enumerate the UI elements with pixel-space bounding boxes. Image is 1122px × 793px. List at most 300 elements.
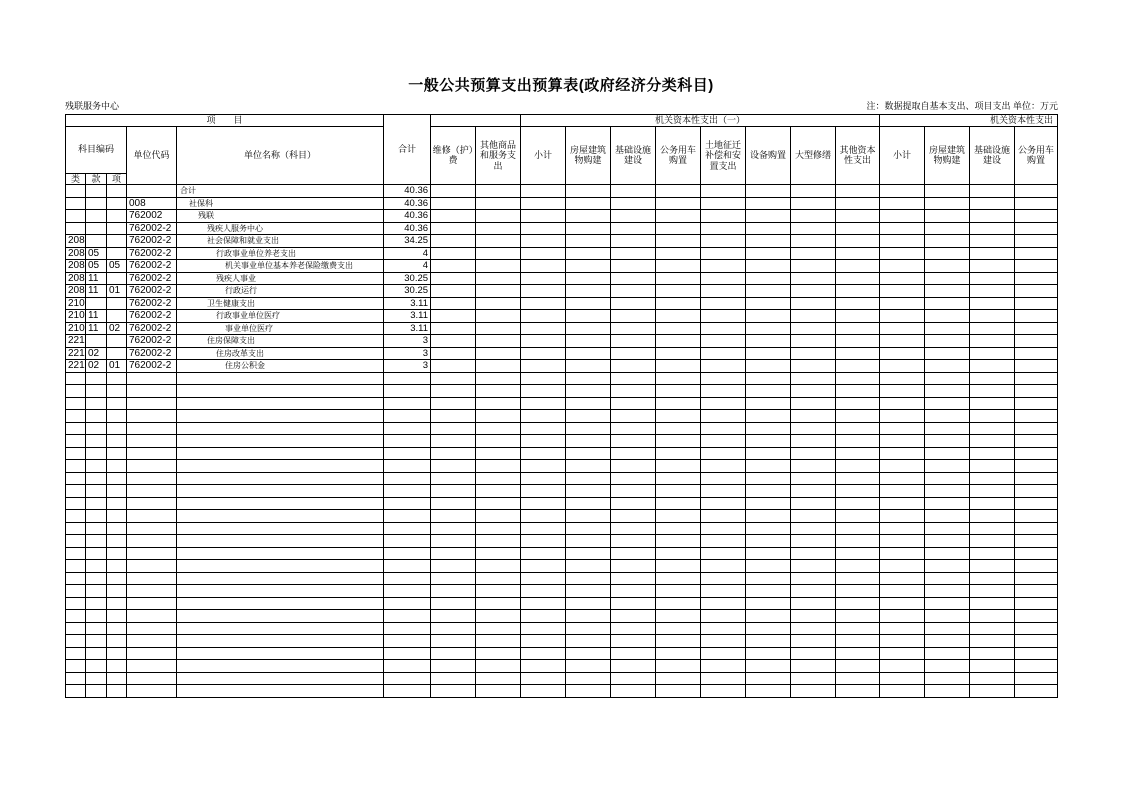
cell-data-value: [791, 685, 836, 698]
empty-table-row: [66, 385, 1058, 398]
cell-data-value: [521, 322, 566, 335]
cell-total-value: 40.36: [384, 185, 431, 198]
cell-data-value: [431, 260, 476, 273]
cell-data-value: [791, 497, 836, 510]
table-row: [66, 222, 1058, 235]
cell-unit-name: [177, 472, 384, 485]
cell-data-value: [836, 372, 880, 385]
cell-data-value: [836, 622, 880, 635]
cell-section-code: [86, 197, 107, 210]
empty-table-row: [66, 622, 1058, 635]
cell-data-value: [791, 522, 836, 535]
empty-table-row: [66, 672, 1058, 685]
cell-unit-name: 残疾人事业: [177, 272, 384, 285]
table-row: [66, 347, 1058, 360]
cell-data-value: [746, 497, 791, 510]
cell-data-value: [701, 235, 746, 248]
header-c2-infrastructure: 基础设施建设: [970, 126, 1015, 185]
table-row: [66, 197, 1058, 210]
cell-section-code: [86, 435, 107, 448]
cell-data-value: [611, 522, 656, 535]
cell-data-value: [791, 622, 836, 635]
cell-class-code: 208: [66, 260, 86, 273]
cell-data-value: [431, 547, 476, 560]
cell-data-value: [476, 247, 521, 260]
cell-data-value: [970, 572, 1015, 585]
cell-data-value: [566, 622, 611, 635]
cell-class-code: [66, 672, 86, 685]
cell-data-value: [611, 210, 656, 223]
cell-data-value: [791, 485, 836, 498]
cell-unit-code: 762002-2: [127, 285, 177, 298]
table-row: [66, 235, 1058, 248]
cell-data-value: [1015, 360, 1058, 373]
budget-table: [65, 114, 1058, 698]
cell-unit-code: 762002-2: [127, 272, 177, 285]
cell-data-value: [1015, 385, 1058, 398]
cell-data-value: [925, 472, 970, 485]
cell-class-code: 221: [66, 360, 86, 373]
cell-data-value: [791, 610, 836, 623]
cell-data-value: [791, 260, 836, 273]
cell-data-value: [431, 497, 476, 510]
cell-data-value: [925, 372, 970, 385]
cell-unit-code: [127, 472, 177, 485]
cell-unit-name: 行政运行: [177, 285, 384, 298]
cell-total-value: [384, 510, 431, 523]
cell-data-value: [970, 372, 1015, 385]
cell-data-value: [836, 260, 880, 273]
cell-data-value: [521, 272, 566, 285]
cell-data-value: [476, 597, 521, 610]
cell-data-value: [791, 185, 836, 198]
cell-data-value: [1015, 647, 1058, 660]
cell-data-value: [521, 197, 566, 210]
cell-data-value: [925, 572, 970, 585]
cell-unit-code: [127, 547, 177, 560]
cell-data-value: [746, 672, 791, 685]
cell-section-code: [86, 635, 107, 648]
header-c1-equipment: 设备购置: [746, 126, 791, 185]
cell-unit-name: [177, 385, 384, 398]
cell-data-value: [521, 622, 566, 635]
cell-total-value: [384, 485, 431, 498]
cell-unit-code: [127, 485, 177, 498]
cell-data-value: [746, 235, 791, 248]
cell-data-value: [656, 222, 701, 235]
empty-table-row: [66, 660, 1058, 673]
cell-item-code: [107, 572, 127, 585]
cell-data-value: [880, 385, 925, 398]
cell-data-value: [791, 635, 836, 648]
cell-total-value: [384, 385, 431, 398]
cell-data-value: [836, 435, 880, 448]
cell-data-value: [701, 422, 746, 435]
cell-data-value: [521, 435, 566, 448]
cell-data-value: [521, 360, 566, 373]
cell-data-value: [476, 310, 521, 323]
cell-data-value: [701, 397, 746, 410]
cell-data-value: [656, 572, 701, 585]
cell-data-value: [566, 635, 611, 648]
cell-data-value: [611, 185, 656, 198]
cell-data-value: [521, 460, 566, 473]
header-blank-group: [431, 115, 521, 127]
cell-data-value: [476, 460, 521, 473]
cell-data-value: [970, 285, 1015, 298]
cell-data-value: [925, 685, 970, 698]
cell-data-value: [521, 635, 566, 648]
cell-total-value: 3.11: [384, 297, 431, 310]
cell-data-value: [880, 260, 925, 273]
cell-data-value: [431, 535, 476, 548]
cell-data-value: [791, 597, 836, 610]
header-capital1-group: 机关资本性支出（一）: [521, 115, 880, 127]
cell-data-value: [836, 547, 880, 560]
cell-total-value: [384, 622, 431, 635]
cell-data-value: [476, 622, 521, 635]
cell-item-code: [107, 660, 127, 673]
cell-data-value: [836, 497, 880, 510]
cell-data-value: [970, 497, 1015, 510]
cell-unit-name: [177, 460, 384, 473]
cell-data-value: [880, 397, 925, 410]
cell-data-value: [746, 335, 791, 348]
cell-unit-name: [177, 435, 384, 448]
cell-item-code: [107, 422, 127, 435]
cell-data-value: [521, 385, 566, 398]
cell-section-code: 05: [86, 260, 107, 273]
cell-data-value: [701, 410, 746, 423]
cell-unit-code: [127, 635, 177, 648]
cell-data-value: [701, 385, 746, 398]
cell-data-value: [880, 672, 925, 685]
cell-data-value: [656, 472, 701, 485]
cell-data-value: [611, 497, 656, 510]
cell-data-value: [746, 660, 791, 673]
cell-data-value: [611, 647, 656, 660]
cell-data-value: [431, 560, 476, 573]
cell-class-code: [66, 660, 86, 673]
cell-data-value: [880, 235, 925, 248]
table-row: [66, 360, 1058, 373]
group-header-row: [66, 115, 1058, 127]
cell-total-value: [384, 560, 431, 573]
cell-section-code: [86, 597, 107, 610]
header-c1-other-capital: 其他资本性支出: [836, 126, 880, 185]
cell-data-value: [701, 435, 746, 448]
cell-class-code: [66, 610, 86, 623]
cell-unit-code: 762002-2: [127, 360, 177, 373]
cell-data-value: [521, 210, 566, 223]
cell-class-code: [66, 210, 86, 223]
cell-data-value: [746, 585, 791, 598]
cell-unit-code: 762002-2: [127, 247, 177, 260]
cell-data-value: [656, 197, 701, 210]
empty-table-row: [66, 585, 1058, 598]
cell-data-value: [970, 335, 1015, 348]
cell-data-value: [611, 347, 656, 360]
cell-data-value: [836, 222, 880, 235]
cell-data-value: [791, 347, 836, 360]
cell-data-value: [521, 235, 566, 248]
cell-total-value: 3.11: [384, 322, 431, 335]
cell-data-value: [701, 610, 746, 623]
cell-section-code: [86, 297, 107, 310]
cell-data-value: [476, 610, 521, 623]
cell-data-value: [880, 347, 925, 360]
cell-data-value: [836, 597, 880, 610]
cell-section-code: [86, 522, 107, 535]
cell-data-value: [431, 572, 476, 585]
cell-class-code: [66, 597, 86, 610]
cell-data-value: [701, 222, 746, 235]
cell-data-value: [431, 447, 476, 460]
cell-class-code: [66, 647, 86, 660]
cell-data-value: [836, 572, 880, 585]
table-row: [66, 297, 1058, 310]
cell-data-value: [925, 460, 970, 473]
cell-total-value: 4: [384, 247, 431, 260]
cell-section-code: [86, 460, 107, 473]
cell-data-value: [880, 535, 925, 548]
cell-data-value: [746, 535, 791, 548]
cell-total-value: 3.11: [384, 310, 431, 323]
cell-total-value: [384, 635, 431, 648]
cell-class-code: 221: [66, 335, 86, 348]
empty-table-row: [66, 497, 1058, 510]
cell-data-value: [1015, 585, 1058, 598]
cell-total-value: [384, 685, 431, 698]
cell-data-value: [970, 547, 1015, 560]
table-row: [66, 260, 1058, 273]
cell-data-value: [970, 510, 1015, 523]
cell-class-code: [66, 385, 86, 398]
cell-data-value: [925, 597, 970, 610]
cell-total-value: [384, 672, 431, 685]
cell-data-value: [476, 197, 521, 210]
cell-data-value: [521, 422, 566, 435]
cell-data-value: [611, 360, 656, 373]
cell-data-value: [970, 560, 1015, 573]
cell-unit-code: [127, 185, 177, 198]
cell-data-value: [880, 660, 925, 673]
cell-data-value: [970, 197, 1015, 210]
cell-class-code: 208: [66, 235, 86, 248]
cell-item-code: [107, 385, 127, 398]
cell-data-value: [521, 672, 566, 685]
cell-data-value: [431, 347, 476, 360]
cell-unit-code: [127, 647, 177, 660]
cell-data-value: [1015, 397, 1058, 410]
cell-data-value: [431, 222, 476, 235]
cell-data-value: [611, 235, 656, 248]
cell-unit-name: 合计: [177, 185, 384, 198]
cell-data-value: [476, 685, 521, 698]
cell-data-value: [970, 472, 1015, 485]
cell-section-code: [86, 660, 107, 673]
cell-data-value: [476, 672, 521, 685]
cell-section-code: [86, 210, 107, 223]
cell-data-value: [1015, 422, 1058, 435]
cell-unit-name: [177, 585, 384, 598]
cell-data-value: [566, 235, 611, 248]
cell-data-value: [746, 485, 791, 498]
cell-unit-code: 762002-2: [127, 260, 177, 273]
cell-data-value: [521, 410, 566, 423]
cell-data-value: [1015, 497, 1058, 510]
empty-table-row: [66, 422, 1058, 435]
cell-data-value: [925, 335, 970, 348]
cell-data-value: [521, 347, 566, 360]
cell-data-value: [880, 485, 925, 498]
cell-section-code: [86, 410, 107, 423]
cell-data-value: [521, 660, 566, 673]
cell-data-value: [970, 235, 1015, 248]
cell-data-value: [880, 472, 925, 485]
cell-data-value: [656, 285, 701, 298]
cell-data-value: [656, 322, 701, 335]
cell-data-value: [656, 535, 701, 548]
cell-data-value: [521, 510, 566, 523]
cell-data-value: [656, 547, 701, 560]
cell-data-value: [836, 472, 880, 485]
cell-data-value: [880, 360, 925, 373]
cell-data-value: [656, 522, 701, 535]
cell-data-value: [925, 210, 970, 223]
cell-data-value: [431, 610, 476, 623]
cell-data-value: [566, 585, 611, 598]
cell-data-value: [431, 360, 476, 373]
cell-data-value: [836, 360, 880, 373]
cell-data-value: [566, 322, 611, 335]
cell-data-value: [880, 685, 925, 698]
cell-data-value: [746, 685, 791, 698]
cell-data-value: [1015, 372, 1058, 385]
cell-data-value: [611, 597, 656, 610]
cell-data-value: [836, 210, 880, 223]
cell-data-value: [431, 285, 476, 298]
cell-total-value: [384, 460, 431, 473]
cell-section-code: 11: [86, 285, 107, 298]
cell-data-value: [701, 372, 746, 385]
header-c1-infrastructure: 基础设施建设: [611, 126, 656, 185]
cell-data-value: [1015, 285, 1058, 298]
header-subject-code: 科目编码: [66, 126, 127, 173]
cell-data-value: [836, 447, 880, 460]
cell-data-value: [431, 397, 476, 410]
cell-data-value: [970, 247, 1015, 260]
cell-data-value: [970, 272, 1015, 285]
cell-item-code: [107, 210, 127, 223]
cell-data-value: [1015, 547, 1058, 560]
cell-unit-code: [127, 610, 177, 623]
cell-data-value: [521, 560, 566, 573]
cell-data-value: [476, 547, 521, 560]
cell-total-value: [384, 372, 431, 385]
cell-data-value: [656, 235, 701, 248]
cell-data-value: [746, 285, 791, 298]
cell-item-code: [107, 410, 127, 423]
cell-data-value: [701, 322, 746, 335]
cell-data-value: [476, 472, 521, 485]
cell-data-value: [476, 510, 521, 523]
cell-data-value: [656, 497, 701, 510]
cell-data-value: [431, 485, 476, 498]
cell-item-code: [107, 185, 127, 198]
cell-data-value: [701, 260, 746, 273]
cell-data-value: [836, 647, 880, 660]
cell-data-value: [521, 372, 566, 385]
cell-data-value: [521, 485, 566, 498]
cell-total-value: [384, 535, 431, 548]
cell-data-value: [521, 497, 566, 510]
cell-data-value: [521, 685, 566, 698]
cell-data-value: [746, 547, 791, 560]
cell-data-value: [701, 272, 746, 285]
cell-data-value: [836, 335, 880, 348]
cell-data-value: [836, 272, 880, 285]
cell-data-value: [1015, 447, 1058, 460]
cell-data-value: [521, 447, 566, 460]
cell-data-value: [1015, 560, 1058, 573]
cell-unit-code: [127, 560, 177, 573]
cell-data-value: [701, 547, 746, 560]
cell-data-value: [746, 597, 791, 610]
cell-data-value: [746, 522, 791, 535]
header-c2-vehicle: 公务用车购置: [1015, 126, 1058, 185]
cell-data-value: [746, 385, 791, 398]
cell-data-value: [970, 535, 1015, 548]
cell-data-value: [611, 435, 656, 448]
cell-data-value: [791, 435, 836, 448]
cell-data-value: [791, 335, 836, 348]
cell-data-value: [925, 222, 970, 235]
cell-data-value: [611, 635, 656, 648]
cell-data-value: [521, 522, 566, 535]
cell-data-value: [611, 422, 656, 435]
cell-data-value: [656, 647, 701, 660]
cell-data-value: [836, 185, 880, 198]
cell-data-value: [791, 210, 836, 223]
cell-data-value: [880, 210, 925, 223]
cell-data-value: [566, 672, 611, 685]
cell-data-value: [970, 622, 1015, 635]
cell-item-code: [107, 485, 127, 498]
empty-table-row: [66, 522, 1058, 535]
cell-data-value: [970, 422, 1015, 435]
cell-total-value: 40.36: [384, 222, 431, 235]
cell-data-value: [746, 272, 791, 285]
cell-section-code: [86, 510, 107, 523]
cell-section-code: [86, 672, 107, 685]
cell-data-value: [1015, 635, 1058, 648]
cell-data-value: [431, 660, 476, 673]
cell-data-value: [880, 335, 925, 348]
cell-data-value: [431, 410, 476, 423]
cell-data-value: [566, 435, 611, 448]
cell-section-code: [86, 372, 107, 385]
header-capital2-group: 机关资本性支出: [880, 115, 1058, 127]
cell-data-value: [880, 610, 925, 623]
cell-data-value: [656, 310, 701, 323]
cell-class-code: [66, 185, 86, 198]
empty-table-row: [66, 572, 1058, 585]
cell-data-value: [611, 310, 656, 323]
cell-data-value: [476, 335, 521, 348]
cell-data-value: [925, 622, 970, 635]
cell-unit-code: [127, 660, 177, 673]
